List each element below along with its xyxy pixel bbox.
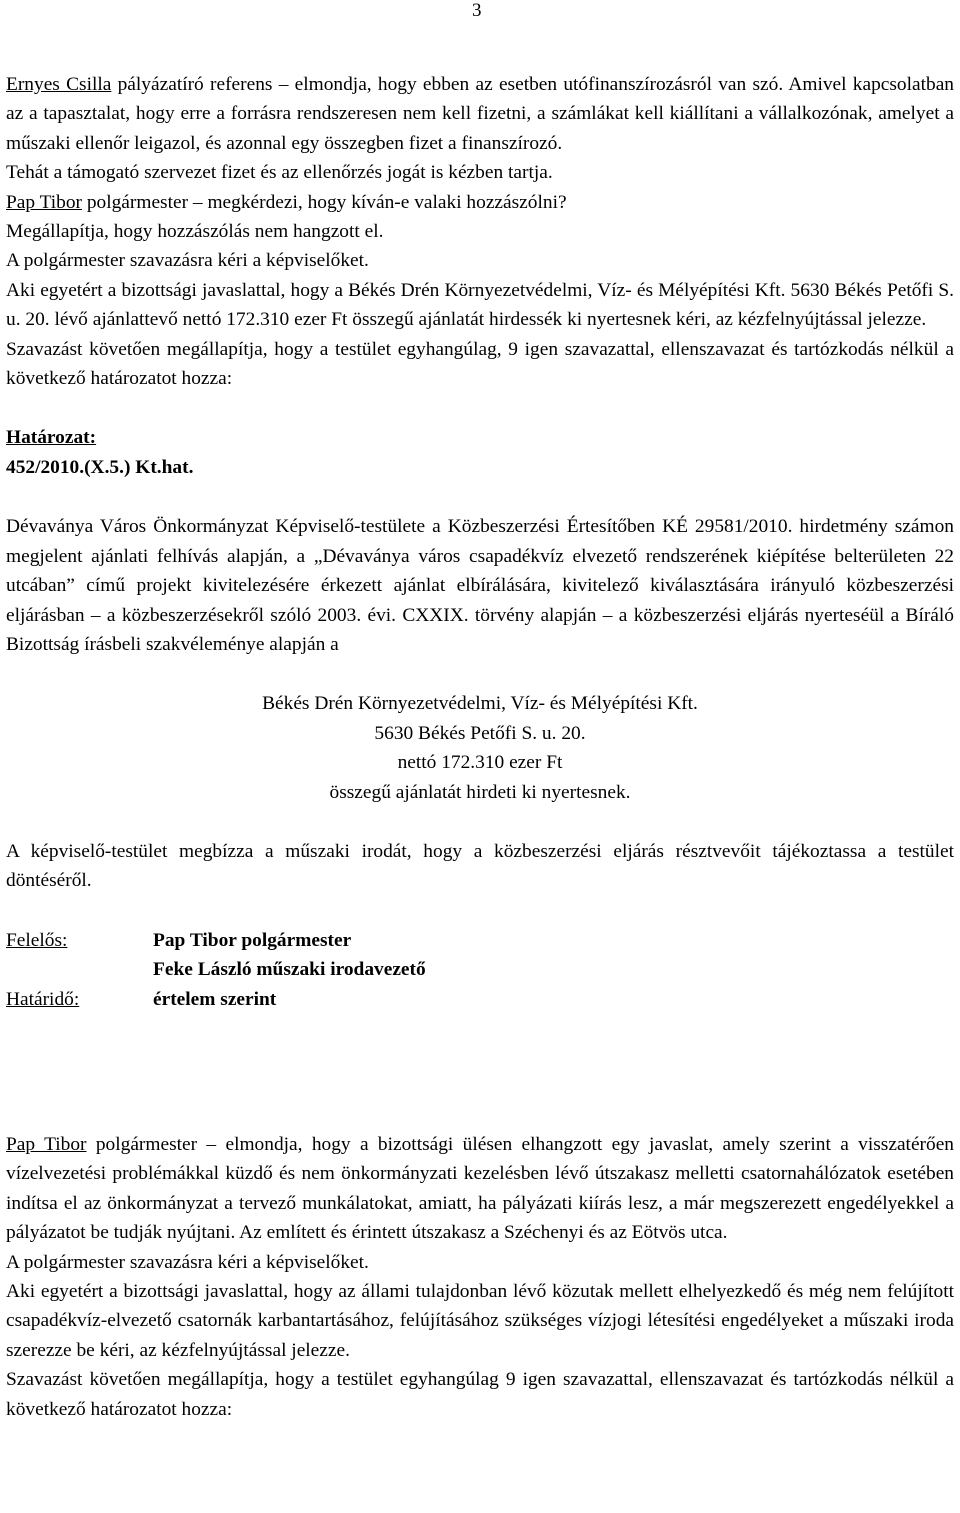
paragraph-support-org: Tehát a támogató szervezet fizet és az ellenőrzés jogát is kézben tartja. [6,162,553,184]
spacer [6,1014,954,1072]
deadline-label: Határidő: [6,988,80,1010]
responsible-list [153,926,954,985]
resolution-body: Dévaványa Város Önkormányzat Képviselő-testülete a Közbeszerzési Értesítőben KÉ 29581/2010. hirdetmény számon megjelent ajánlati felhívás alapján, a „Dévaványa város csapadékvíz elvezető rendszerének kiépítése belterületen 22 utcában” című projekt kivitelezésére érkezett ajánlat elbírálására, kivitelező kiválasztására irányuló közbeszerzési eljárásban – a közbeszerzésekről szóló 2003. évi. CXXIX. törvény alapján – a közbeszerzési eljárás nyerteséül a Bíráló Bizottság írásbeli szakvéleménye alapján a [6,516,954,655]
paragraph-motion-2: Aki egyetért a bizottsági javaslattal, hogy az állami tulajdonban lévő közutak mellett elhelyezkedő és még nem felújított csapadékvíz-elvezető csatornák karbantartásához, felújításához szükséges vízjogi létesítési engedélyeket a műszaki iroda szerezze be kéri, az kézfelnyújtással jelezze. [6,1281,954,1361]
responsible-person: Pap Tibor polgármester [153,929,352,951]
deadline-row [6,985,954,1014]
page-number: 3 [472,0,482,21]
paragraph-ernyes-statement [6,70,954,158]
spacer [6,807,954,837]
resolution-heading: Határozat: [6,427,97,449]
spacer [6,1072,954,1130]
winner-declaration: összegű ajánlatát hirdeti ki nyertesnek. [329,781,631,803]
paragraph-vote-result: Szavazást követően megállapítja, hogy a testület egyhangúlag, 9 igen szavazattal, ellenszavazat és tartózkodás nélkül a következő határozatot hozza: [6,338,954,390]
responsible-label: Felelős: [6,929,68,951]
paragraph-vote-call-2: A polgármester szavazásra kéri a képviselőket. [6,1251,369,1273]
paragraph-motion: Aki egyetért a bizottsági javaslattal, hogy a Békés Drén Környezetvédelmi, Víz- és Mélyépítési Kft. 5630 Békés Petőfi S. u. 20. lévő ajánlattevő nettó 172.310 ezer Ft összegű ajánlatát hirdessék ki nyertesnek kéri, az kézfelnyújtással jelezze. [6,279,954,331]
winner-amount: nettó 172.310 ezer Ft [397,752,563,774]
resolution-number: 452/2010.(X.5.) Kt.hat. [6,456,194,478]
paragraph-mayor-question [6,188,954,217]
paragraph-text: polgármester – elmondja, hogy a bizottsági ülésen elhangzott egy javaslat, amely szerint a visszatérően vízelvezetési problémákkal küzdő és nem önkormányzati kezelésben lévő útszakasz melletti csatornahálózatok esetében indítsa el az önkormányzat a tervező munkálatokat, amiatt, ha pályázati kiírás lesz, a már megszerezett engedélyekkel a pályázatot be tudják nyújtani. Az említett és érintett útszakasz a Széchenyi és az Eötvös utca. [6,1133,955,1244]
paragraph-vote-call: A polgármester szavazásra kéri a képviselőket. [6,250,369,272]
spacer [6,482,954,512]
document-body [6,70,954,1424]
spacer [6,659,954,689]
winner-address: 5630 Békés Petőfi S. u. 20. [374,722,586,744]
paragraph-text: polgármester – megkérdezi, hogy kíván-e valaki hozzászólni? [81,191,567,213]
responsible-person: Feke László műszaki irodavezető [153,959,426,981]
spacer [6,896,954,926]
winner-company: Békés Drén Környezetvédelmi, Víz- és Mélyépítési Kft. [262,693,698,715]
speaker-name: Ernyes Csilla [6,74,112,95]
spacer [6,393,954,423]
paragraph-no-comments: Megállapítja, hogy hozzászólás nem hangzott el. [6,221,384,243]
paragraph-mayor-proposal [6,1130,954,1248]
resolution-instruction: A képviselő-testület megbízza a műszaki irodát, hogy a közbeszerzési eljárás résztvevőit tájékoztassa a testület döntéséről. [6,840,954,892]
paragraph-vote-result-2: Szavazást követően megállapítja, hogy a testület egyhangúlag 9 igen szavazattal, ellenszavazat és tartózkodás nélkül a következő határozatot hozza: [6,1369,954,1420]
speaker-name: Pap Tibor [6,191,82,213]
paragraph-text: pályázatíró referens – elmondja, hogy ebben az esetben utófinanszírozásról van szó. Amivel kapcsolatban az a tapasztalat, hogy erre a forrásra rendszeresen nem kell fizetni, a számlákat kell kiállítani a vállalkozónak, amelyet a műszaki ellenőr leigazol, és azonnal egy összegben fizet a finanszírozó. [6,74,954,154]
speaker-name: Pap Tibor [6,1133,87,1155]
deadline-value: értelem szerint [153,988,277,1010]
responsible-row [6,926,954,985]
winner-block [6,689,954,807]
